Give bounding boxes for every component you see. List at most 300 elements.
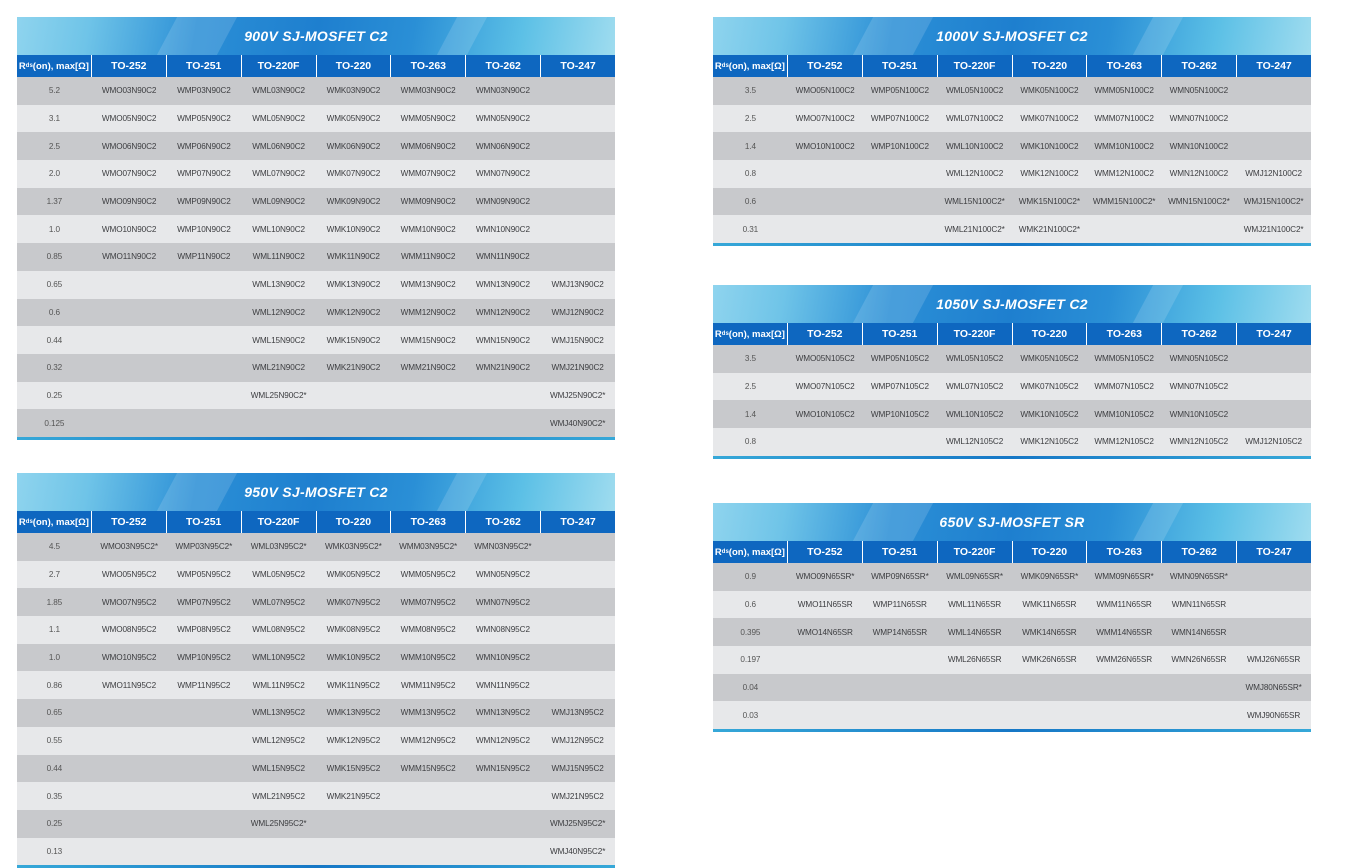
- table-row: [713, 674, 1311, 702]
- table-title: 900V SJ-MOSFET C2: [244, 28, 388, 44]
- table-950v: [17, 473, 615, 868]
- part-number: WMM14N65SR: [1096, 627, 1153, 637]
- part-number: WMM11N90C2: [400, 252, 456, 262]
- part-number: WMK15N95C2: [326, 763, 381, 773]
- part-number: [540, 105, 615, 133]
- column-header-to-262: TO-262: [466, 55, 540, 77]
- part-number: [167, 354, 242, 382]
- part-number: WML26N65SR: [947, 655, 1002, 665]
- part-number: WMN11N65SR: [1171, 600, 1227, 610]
- part-number: WMN15N90C2: [475, 335, 530, 345]
- rds-value: 0.65: [46, 708, 63, 718]
- part-number: WML06N90C2: [252, 141, 305, 151]
- part-number: WMJ15N100C2*: [1243, 197, 1304, 207]
- rds-value: 0.395: [740, 627, 761, 637]
- part-number: [863, 215, 938, 243]
- rds-value: 0.04: [742, 683, 759, 693]
- table-1050v: [713, 285, 1311, 459]
- part-number: WMP07N90C2: [177, 169, 231, 179]
- part-number: WML08N95C2: [252, 625, 305, 635]
- part-number: WMO09N65SR*: [795, 572, 855, 582]
- table-row: [17, 838, 615, 866]
- part-number: [788, 428, 863, 456]
- part-number: WML14N65SR: [947, 627, 1002, 637]
- part-number: WMO09N90C2: [101, 197, 157, 207]
- part-number: WMO11N95C2: [102, 680, 157, 690]
- part-number: [92, 810, 167, 838]
- part-number: WMM06N90C2: [400, 141, 456, 151]
- part-number: WML12N100C2: [946, 169, 1004, 179]
- part-number: [1236, 345, 1311, 373]
- part-number: WMO03N90C2: [101, 86, 157, 96]
- part-number: [540, 188, 615, 216]
- part-number: WMK07N100C2: [1020, 114, 1079, 124]
- table-900v: [17, 17, 615, 440]
- table-row: [713, 428, 1311, 456]
- column-header-to-263: TO-263: [391, 55, 465, 77]
- part-number: [241, 409, 316, 437]
- table-row: [17, 271, 615, 299]
- part-number: WMM03N90C2: [400, 86, 456, 96]
- column-header-to-220f: TO-220F: [938, 323, 1012, 345]
- rds-value: 1.4: [744, 409, 756, 419]
- part-number: [391, 409, 466, 437]
- part-number: [167, 727, 242, 755]
- part-number: [92, 299, 167, 327]
- part-number: WMK10N105C2: [1020, 409, 1079, 419]
- rds-value: 1.37: [46, 197, 63, 207]
- part-number: WMK07N90C2: [326, 169, 381, 179]
- part-number: WML07N100C2: [946, 114, 1004, 124]
- part-number: WMM09N90C2: [400, 197, 456, 207]
- part-number: [167, 699, 242, 727]
- part-number: WMJ13N90C2: [551, 280, 604, 290]
- table-650v: [713, 503, 1311, 732]
- part-number: WMJ12N95C2: [551, 736, 604, 746]
- part-number: [167, 409, 242, 437]
- part-number: WMN10N95C2: [475, 653, 530, 663]
- rds-symbol: R: [714, 60, 722, 72]
- part-number: [391, 382, 466, 410]
- part-number: WMJ21N100C2*: [1243, 224, 1304, 234]
- part-number: [1162, 674, 1237, 702]
- column-header-to-220f: TO-220F: [242, 511, 316, 533]
- part-number: [167, 838, 242, 866]
- part-number: WMJ25N95C2*: [549, 819, 606, 829]
- rds-value: 0.55: [46, 736, 63, 746]
- part-number: WMP11N90C2: [177, 252, 231, 262]
- part-number: [540, 561, 615, 589]
- part-number: WMM10N100C2: [1094, 141, 1154, 151]
- part-number: [92, 409, 167, 437]
- part-number: WMJ80N65SR*: [1245, 683, 1302, 693]
- table-banner: [17, 473, 615, 511]
- table-row: [17, 782, 615, 810]
- part-number: WMP10N95C2: [177, 653, 231, 663]
- table-row: [713, 188, 1311, 216]
- part-number: WMO10N105C2: [795, 409, 855, 419]
- part-number: WMM07N90C2: [400, 169, 456, 179]
- part-number: WMN12N100C2: [1169, 169, 1229, 179]
- rds-value: 0.8: [744, 437, 756, 447]
- part-number: [167, 271, 242, 299]
- part-number: [863, 674, 938, 702]
- part-number: WMN05N90C2: [475, 114, 530, 124]
- column-header-rds: [713, 55, 787, 77]
- part-number: [92, 326, 167, 354]
- part-number: WMM26N65SR: [1096, 655, 1153, 665]
- column-header-to-247: TO-247: [541, 511, 615, 533]
- table-footer-bar: [713, 729, 1311, 732]
- rds-value: 0.35: [46, 791, 63, 801]
- part-number: WMK21N95C2: [326, 791, 381, 801]
- part-number: [1012, 701, 1087, 729]
- part-number: WMN10N90C2: [475, 224, 530, 234]
- rds-value: 0.125: [44, 418, 65, 428]
- table-row: [17, 561, 615, 589]
- part-number: [167, 755, 242, 783]
- table-row: [713, 132, 1311, 160]
- table-row: [17, 188, 615, 216]
- part-number: WMP03N90C2: [177, 86, 231, 96]
- part-number: WMP05N105C2: [870, 354, 929, 364]
- part-number: WMK05N95C2: [326, 570, 381, 580]
- part-number: WMO05N90C2: [101, 114, 157, 124]
- part-number: WML21N100C2*: [944, 224, 1005, 234]
- part-number: WML09N65SR*: [946, 572, 1003, 582]
- part-number: [391, 782, 466, 810]
- rds-value: 0.03: [742, 710, 759, 720]
- part-number: WMP10N105C2: [870, 409, 929, 419]
- part-number: WMK13N95C2: [326, 708, 381, 718]
- part-number: WML11N65SR: [948, 600, 1002, 610]
- column-header-to-251: TO-251: [863, 323, 937, 345]
- table-row: [17, 810, 615, 838]
- part-number: WMO07N90C2: [101, 169, 157, 179]
- part-number: WMN09N90C2: [475, 197, 530, 207]
- table-1000v: [713, 17, 1311, 246]
- table-row: [713, 345, 1311, 373]
- part-number: WMK15N100C2*: [1018, 197, 1080, 207]
- part-number: WMJ26N65SR: [1247, 655, 1301, 665]
- part-number: WMN05N100C2: [1169, 86, 1229, 96]
- table-footer-bar: [17, 437, 615, 440]
- part-number: WMJ90N65SR: [1247, 710, 1301, 720]
- part-number: WMN21N90C2: [475, 363, 530, 373]
- table-row: [17, 533, 615, 561]
- part-number: WMP10N100C2: [870, 141, 929, 151]
- part-number: WMO10N90C2: [101, 224, 157, 234]
- table-banner: [713, 503, 1311, 541]
- part-number: [92, 354, 167, 382]
- part-number: WMM13N90C2: [400, 280, 456, 290]
- part-number: [1236, 400, 1311, 428]
- part-number: [540, 243, 615, 271]
- part-number: [540, 215, 615, 243]
- rds-value: 0.9: [744, 572, 756, 582]
- part-number: WMK12N90C2: [326, 307, 381, 317]
- part-number: WMM12N95C2: [400, 736, 456, 746]
- part-number: [167, 782, 242, 810]
- part-number: WMK05N90C2: [326, 114, 381, 124]
- part-number: [788, 215, 863, 243]
- rds-value: 3.5: [744, 86, 756, 96]
- part-number: [167, 810, 242, 838]
- part-number: [1087, 701, 1162, 729]
- part-number: WMK06N90C2: [326, 141, 381, 151]
- table-row: [17, 755, 615, 783]
- table-row: [17, 588, 615, 616]
- part-number: WMO07N105C2: [795, 382, 855, 392]
- rds-value: 0.13: [46, 846, 63, 856]
- part-number: WMK26N65SR: [1022, 655, 1077, 665]
- rds-unit: (on), max[Ω]: [728, 60, 785, 72]
- part-number: WMN07N105C2: [1169, 382, 1229, 392]
- part-number: WMK13N90C2: [326, 280, 381, 290]
- part-number: WML03N95C2*: [250, 542, 307, 552]
- rds-value: 1.4: [744, 141, 756, 151]
- part-number: [540, 644, 615, 672]
- rds-symbol: R: [714, 328, 722, 340]
- table-row: [17, 354, 615, 382]
- part-number: WMJ13N95C2: [551, 708, 604, 718]
- part-number: WMM05N90C2: [400, 114, 456, 124]
- part-number: [788, 674, 863, 702]
- part-number: [391, 810, 466, 838]
- part-number: WMN13N95C2: [475, 708, 530, 718]
- table-row: [713, 646, 1311, 674]
- rds-value: 0.8: [744, 169, 756, 179]
- part-number: WMN08N95C2: [475, 625, 530, 635]
- part-number: [1012, 674, 1087, 702]
- part-number: [540, 671, 615, 699]
- part-number: [863, 428, 938, 456]
- table-row: [17, 409, 615, 437]
- column-header-to-252: TO-252: [788, 323, 862, 345]
- table-row: [713, 77, 1311, 105]
- part-number: WMO10N95C2: [101, 653, 157, 663]
- part-number: WMK07N95C2: [326, 597, 381, 607]
- part-number: WML10N95C2: [252, 653, 305, 663]
- part-number: WMK03N90C2: [326, 86, 381, 96]
- part-number: WMN05N95C2: [475, 570, 530, 580]
- part-number: WML12N105C2: [946, 437, 1004, 447]
- part-number: WMN13N90C2: [475, 280, 530, 290]
- part-number: [1236, 591, 1311, 619]
- rds-value: 2.7: [48, 570, 60, 580]
- part-number: [92, 755, 167, 783]
- part-number: WMM13N95C2: [400, 708, 456, 718]
- column-header-to-220: TO-220: [1013, 323, 1087, 345]
- rds-value: 3.5: [744, 354, 756, 364]
- part-number: [1087, 674, 1162, 702]
- rds-value: 1.85: [46, 597, 63, 607]
- table-banner: [713, 285, 1311, 323]
- column-header-to-251: TO-251: [167, 511, 241, 533]
- column-header-to-252: TO-252: [92, 55, 166, 77]
- table-row: [713, 373, 1311, 401]
- column-header-to-252: TO-252: [788, 55, 862, 77]
- part-number: [316, 838, 391, 866]
- part-number: [167, 299, 242, 327]
- part-number: WML11N90C2: [252, 252, 305, 262]
- part-number: WMM05N105C2: [1094, 354, 1154, 364]
- part-number: WMP09N90C2: [177, 197, 231, 207]
- part-number: [466, 810, 541, 838]
- part-number: WMK11N90C2: [326, 252, 380, 262]
- column-header-rds: [713, 323, 787, 345]
- part-number: WML05N95C2: [252, 570, 305, 580]
- table-footer-bar: [713, 243, 1311, 246]
- table-banner: [713, 17, 1311, 55]
- column-header-to-263: TO-263: [391, 511, 465, 533]
- column-header-rds: [713, 541, 787, 563]
- table-row: [17, 243, 615, 271]
- part-number: [788, 160, 863, 188]
- part-number: WML25N95C2*: [250, 819, 307, 829]
- part-number: WMK12N100C2: [1020, 169, 1079, 179]
- part-number: WMN12N90C2: [475, 307, 530, 317]
- part-number: WMK14N65SR: [1022, 627, 1077, 637]
- part-number: WMK15N90C2: [326, 335, 381, 345]
- part-number: [788, 701, 863, 729]
- part-number: WMM15N95C2: [400, 763, 456, 773]
- part-number: WMM05N100C2: [1094, 86, 1154, 96]
- table-header-row: [17, 511, 615, 533]
- part-number: [167, 326, 242, 354]
- part-number: [466, 838, 541, 866]
- part-number: WML21N95C2: [252, 791, 305, 801]
- table-header-row: [713, 323, 1311, 345]
- part-number: [540, 160, 615, 188]
- part-number: [92, 838, 167, 866]
- table-row: [17, 699, 615, 727]
- table-row: [713, 701, 1311, 729]
- column-header-to-262: TO-262: [1162, 323, 1236, 345]
- part-number: WMN14N65SR: [1171, 627, 1227, 637]
- part-number: WMO05N100C2: [795, 86, 855, 96]
- part-number: WMP10N90C2: [177, 224, 231, 234]
- part-number: WMK11N65SR: [1022, 600, 1077, 610]
- part-number: WMJ12N90C2: [551, 307, 604, 317]
- part-number: WMK07N105C2: [1020, 382, 1079, 392]
- part-number: WMJ25N90C2*: [549, 390, 606, 400]
- rds-value: 2.0: [48, 169, 60, 179]
- part-number: WMO05N95C2: [101, 570, 157, 580]
- part-number: [540, 132, 615, 160]
- part-number: WMM12N105C2: [1094, 437, 1154, 447]
- part-number: WMJ40N90C2*: [549, 418, 606, 428]
- part-number: WMO08N95C2: [101, 625, 157, 635]
- part-number: WMK12N105C2: [1020, 437, 1079, 447]
- table-row: [17, 616, 615, 644]
- table-footer-bar: [713, 456, 1311, 459]
- column-header-to-263: TO-263: [1087, 323, 1161, 345]
- part-number: [937, 674, 1012, 702]
- column-header-to-262: TO-262: [1162, 55, 1236, 77]
- part-number: WMN07N90C2: [475, 169, 530, 179]
- table-title: 1050V SJ-MOSFET C2: [936, 296, 1088, 312]
- column-header-to-220: TO-220: [1013, 541, 1087, 563]
- rds-value: 1.0: [48, 653, 60, 663]
- rds-value: 0.6: [744, 197, 756, 207]
- part-number: WML11N95C2: [252, 680, 305, 690]
- part-number: WMK03N95C2*: [325, 542, 382, 552]
- column-header-to-252: TO-252: [92, 511, 166, 533]
- rds-value: 4.5: [48, 542, 60, 552]
- part-number: WMO06N90C2: [101, 141, 157, 151]
- part-number: WMO03N95C2*: [100, 542, 158, 552]
- part-number: WML15N100C2*: [944, 197, 1005, 207]
- rds-subscript: ds: [25, 519, 33, 525]
- rds-symbol: R: [18, 516, 26, 528]
- column-header-to-263: TO-263: [1087, 55, 1161, 77]
- column-header-to-251: TO-251: [167, 55, 241, 77]
- column-header-to-263: TO-263: [1087, 541, 1161, 563]
- part-number: WMM15N100C2*: [1092, 197, 1156, 207]
- part-number: WML05N105C2: [946, 354, 1004, 364]
- part-number: WML07N95C2: [252, 597, 305, 607]
- part-number: [1162, 701, 1237, 729]
- column-header-to-220f: TO-220F: [938, 541, 1012, 563]
- table-title: 650V SJ-MOSFET SR: [939, 514, 1085, 530]
- part-number: WMN12N105C2: [1169, 437, 1229, 447]
- rds-unit: (on), max[Ω]: [728, 328, 785, 340]
- part-number: WMP11N95C2: [177, 680, 231, 690]
- column-header-to-247: TO-247: [541, 55, 615, 77]
- part-number: [241, 838, 316, 866]
- rds-unit: (on), max[Ω]: [728, 546, 785, 558]
- part-number: WMN07N95C2: [475, 597, 530, 607]
- part-number: WML10N105C2: [946, 409, 1004, 419]
- part-number: WMP07N100C2: [870, 114, 929, 124]
- part-number: WMN11N95C2: [476, 680, 530, 690]
- part-number: WML05N90C2: [252, 114, 305, 124]
- part-number: [466, 382, 541, 410]
- rds-value: 0.32: [46, 363, 63, 373]
- rds-unit: (on), max[Ω]: [32, 60, 89, 72]
- part-number: WMP05N90C2: [177, 114, 231, 124]
- part-number: WMM08N95C2: [400, 625, 456, 635]
- part-number: WMJ15N90C2: [551, 335, 604, 345]
- part-number: WMN03N90C2: [475, 86, 530, 96]
- part-number: WMK05N105C2: [1020, 354, 1079, 364]
- part-number: WMO11N65SR: [797, 600, 853, 610]
- rds-value: 0.31: [742, 224, 759, 234]
- table-row: [713, 160, 1311, 188]
- part-number: WMK10N95C2: [326, 653, 381, 663]
- part-number: [1236, 105, 1311, 133]
- column-header-to-220: TO-220: [317, 55, 391, 77]
- column-header-to-251: TO-251: [863, 541, 937, 563]
- table-row: [17, 727, 615, 755]
- column-header-to-220f: TO-220F: [938, 55, 1012, 77]
- part-number: WMP08N95C2: [177, 625, 231, 635]
- part-number: WMM10N95C2: [400, 653, 456, 663]
- part-number: WMN03N95C2*: [474, 542, 532, 552]
- part-number: WMJ12N100C2: [1245, 169, 1302, 179]
- part-number: WMO10N100C2: [795, 141, 855, 151]
- part-number: WMK10N100C2: [1020, 141, 1079, 151]
- part-number: WML09N90C2: [252, 197, 305, 207]
- part-number: [540, 77, 615, 105]
- part-number: [540, 616, 615, 644]
- part-number: WML25N90C2*: [250, 390, 307, 400]
- part-number: [540, 533, 615, 561]
- part-number: WMN07N100C2: [1169, 114, 1229, 124]
- table-row: [17, 105, 615, 133]
- part-number: WML10N100C2: [946, 141, 1004, 151]
